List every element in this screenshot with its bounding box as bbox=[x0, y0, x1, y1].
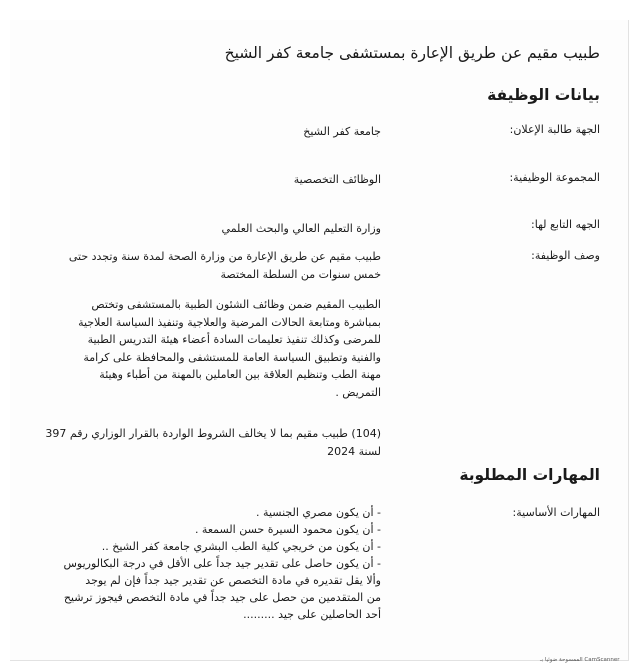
field-label-advertiser: الجهة طالبة الإعلان: bbox=[509, 123, 600, 136]
document-title: طبيب مقيم عن طريق الإعارة بمستشفى جامعة كفر الشيخ bbox=[224, 44, 600, 62]
list-item: - أن يكون محمود السيرة حسن السمعة . bbox=[194, 523, 381, 536]
list-item: أحد الحاصلين على جيد ......... bbox=[243, 608, 381, 621]
paragraph-line: (104) طبيب مقيم بما لا يخالف الشروط الواردة بالقرار الوزاري رقم 397 bbox=[45, 427, 381, 440]
list-item: وألا يقل تقديره في مادة التخصص عن تقدير جيد جداً فإن لم يوجد bbox=[85, 574, 381, 587]
section-heading-skills: المهارات المطلوبة bbox=[459, 466, 600, 484]
list-item: - أن يكون من خريجي كلية الطب البشري جامعة كفر الشيخ .. bbox=[101, 540, 381, 553]
list-item: - أن يكون حاصل على تقدير جيد جداً على الأقل في درجة البكالوريوس bbox=[63, 557, 381, 570]
field-value-job-group: الوظائف التخصصية bbox=[293, 173, 381, 186]
paragraph-line: والفنية وتطبيق السياسة العامة للمستشفى والمحافظة على كرامة bbox=[83, 350, 381, 364]
paragraph-line: مهنة الطب وتنظيم العلاقة بين العاملين بالمهنة من أطباء وهيئة bbox=[99, 368, 381, 381]
paragraph-line: بمباشرة ومتابعة الحالات المرضية والعلاجية وتنفيذ السياسة العلاجية bbox=[78, 315, 381, 329]
job-description-paragraph-1 bbox=[51, 248, 381, 283]
field-label-basic-skills: المهارات الأساسية: bbox=[512, 506, 600, 519]
paragraph-line: لسنة 2024 bbox=[327, 444, 381, 458]
list-item: - أن يكون مصري الجنسية . bbox=[256, 506, 381, 519]
list-item: من المتقدمين من حصل على جيد جداً في مادة التخصص فيجوز ترشيح bbox=[63, 591, 381, 604]
field-value-advertiser: جامعة كفر الشيخ bbox=[303, 125, 381, 138]
field-label-job-description: وصف الوظيفة: bbox=[531, 249, 600, 262]
field-value-affiliation: وزارة التعليم العالي والبحث العلمي bbox=[221, 222, 381, 235]
job-description-paragraph-3 bbox=[45, 425, 381, 460]
field-label-affiliation: الجهه التابع لها: bbox=[531, 218, 600, 231]
paragraph-line: خمس سنوات من السلطة المختصة bbox=[220, 267, 381, 281]
paragraph-line: الطبيب المقيم ضمن وظائف الشئون الطبية بالمستشفى وتختص bbox=[91, 298, 381, 311]
scanner-watermark: الممسوحة ضوئيا بـ CamScanner bbox=[540, 657, 620, 663]
paragraph-line: التمريض . bbox=[335, 385, 381, 399]
document-page bbox=[10, 20, 629, 661]
paragraph-line: طبيب مقيم عن طريق الإعارة من وزارة الصحة لمدة سنة وتجدد حتى bbox=[68, 250, 381, 263]
paragraph-line: للمرضى وكذلك تنفيذ تعليمات السادة أعضاء هيئة التدريس الطبية bbox=[87, 333, 381, 346]
field-label-job-group: المجموعة الوظيفية: bbox=[509, 171, 600, 184]
skills-list bbox=[51, 504, 381, 623]
section-heading-job-data: بيانات الوظيفة bbox=[487, 86, 600, 104]
job-description-paragraph-2 bbox=[51, 296, 381, 401]
